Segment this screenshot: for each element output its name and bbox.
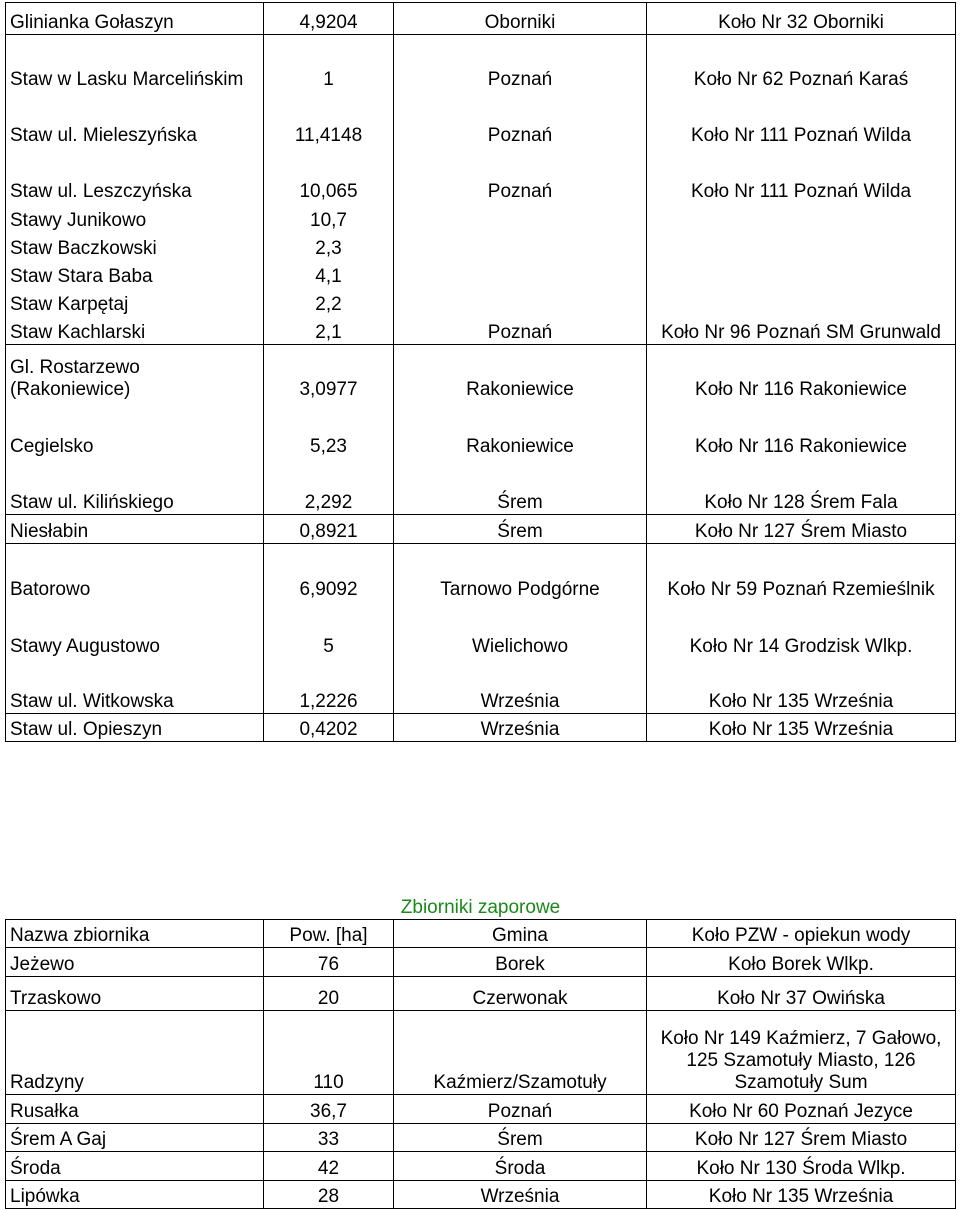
- cell-gmina: Poznań: [394, 203, 647, 345]
- cell-kolo: Koło Nr 37 Owińska: [647, 976, 956, 1010]
- cell-gmina: Rakoniewice: [394, 401, 647, 458]
- cell-name: Gl. Rostarzewo (Rakoniewice): [6, 345, 264, 401]
- cell-area: 2,1: [264, 316, 394, 345]
- cell-gmina: Rakoniewice: [394, 345, 647, 401]
- cell-kolo: Koło Nr 111 Poznań Wilda: [647, 147, 956, 203]
- cell-kolo: Koło Nr 111 Poznań Wilda: [647, 91, 956, 147]
- header-kolo: Koło PZW - opiekun wody: [647, 919, 956, 947]
- table-row: [6, 35, 956, 91]
- cell-gmina: Poznań: [394, 35, 647, 91]
- header-name: Nazwa zbiornika: [6, 919, 264, 947]
- cell-name: Jeżewo: [6, 947, 264, 976]
- table-row: [6, 1123, 956, 1151]
- cell-kolo: Koło Nr 135 Września: [647, 658, 956, 714]
- table-row: [6, 1010, 956, 1094]
- cell-kolo: Koło Nr 96 Poznań SM Grunwald: [647, 203, 956, 345]
- cell-name: Staw Karpętaj: [6, 288, 264, 316]
- table-row: [6, 1180, 956, 1208]
- cell-name: Staw ul. Mieleszyńska: [6, 91, 264, 147]
- table-row: [6, 714, 956, 742]
- cell-kolo: Koło Nr 59 Poznań Rzemieślnik: [647, 544, 956, 601]
- cell-area: 3,0977: [264, 345, 394, 401]
- cell-area: 1,2226: [264, 658, 394, 714]
- table-row: [6, 203, 956, 232]
- cell-name: Trzaskowo: [6, 976, 264, 1010]
- cell-area: 5,23: [264, 401, 394, 458]
- cell-gmina: Poznań: [394, 147, 647, 203]
- cell-kolo: Koło Nr 149 Kaźmierz, 7 Gałowo, 125 Szamotuły Miasto, 126 Szamotuły Sum: [647, 1010, 956, 1094]
- cell-kolo: Koło Borek Wlkp.: [647, 947, 956, 976]
- cell-name: Środa: [6, 1151, 264, 1180]
- cell-kolo: Koło Nr 60 Poznań Jezyce: [647, 1094, 956, 1123]
- cell-name: Radzyny: [6, 1010, 264, 1094]
- cell-area: 0,4202: [264, 714, 394, 742]
- cell-area: 2,3: [264, 232, 394, 260]
- cell-kolo: Koło Nr 127 Śrem Miasto: [647, 515, 956, 544]
- header-gmina: Gmina: [394, 919, 647, 947]
- cell-area: 110: [264, 1010, 394, 1094]
- table-row: [6, 3, 956, 35]
- table-row: [6, 658, 956, 714]
- cell-gmina: Poznań: [394, 91, 647, 147]
- cell-area: 10,7: [264, 203, 394, 232]
- cell-kolo: Koło Nr 130 Środa Wlkp.: [647, 1151, 956, 1180]
- cell-name: Staw ul. Leszczyńska: [6, 147, 264, 203]
- cell-area: 1: [264, 35, 394, 91]
- cell-gmina: Września: [394, 658, 647, 714]
- table-title-row: [6, 889, 956, 919]
- table-title: Zbiorniki zaporowe: [400, 896, 561, 918]
- cell-gmina: Września: [394, 714, 647, 742]
- cell-gmina: Środa: [394, 1151, 647, 1180]
- cell-kolo: Koło Nr 127 Śrem Miasto: [647, 1123, 956, 1151]
- header-area: Pow. [ha]: [264, 919, 394, 947]
- table-row: [6, 947, 956, 976]
- cell-kolo: Koło Nr 14 Grodzisk Wlkp.: [647, 601, 956, 658]
- cell-kolo: Koło Nr 116 Rakoniewice: [647, 345, 956, 401]
- cell-area: 20: [264, 976, 394, 1010]
- dam-reservoir-table: [5, 889, 956, 1209]
- reservoir-table: [5, 2, 956, 742]
- table-row: [6, 515, 956, 544]
- cell-gmina: Czerwonak: [394, 976, 647, 1010]
- table-row: [6, 401, 956, 458]
- cell-kolo: Koło Nr 62 Poznań Karaś: [647, 35, 956, 91]
- cell-name: Staw Baczkowski: [6, 232, 264, 260]
- cell-area: 5: [264, 601, 394, 658]
- cell-area: 4,9204: [264, 3, 394, 35]
- cell-name: Staw ul. Opieszyn: [6, 714, 264, 742]
- table-row: [6, 601, 956, 658]
- table-row: [6, 976, 956, 1010]
- table-header-row: [6, 919, 956, 947]
- cell-gmina: Kaźmierz/Szamotuły: [394, 1010, 647, 1094]
- cell-kolo: Koło Nr 135 Września: [647, 714, 956, 742]
- cell-area: 2,292: [264, 458, 394, 515]
- cell-area: 36,7: [264, 1094, 394, 1123]
- cell-name: Staw w Lasku Marcelińskim: [6, 35, 264, 91]
- cell-area: 6,9092: [264, 544, 394, 601]
- cell-kolo: Koło Nr 116 Rakoniewice: [647, 401, 956, 458]
- cell-kolo: Koło Nr 135 Września: [647, 1180, 956, 1208]
- table-row: [6, 147, 956, 203]
- cell-name: Niesłabin: [6, 515, 264, 544]
- cell-gmina: Śrem: [394, 1123, 647, 1151]
- cell-gmina: Śrem: [394, 458, 647, 515]
- cell-area: 10,065: [264, 147, 394, 203]
- cell-gmina: Śrem: [394, 515, 647, 544]
- cell-area: 33: [264, 1123, 394, 1151]
- cell-name: Glinianka Gołaszyn: [6, 3, 264, 35]
- cell-kolo: Koło Nr 128 Śrem Fala: [647, 458, 956, 515]
- cell-area: 4,1: [264, 260, 394, 288]
- cell-gmina: Poznań: [394, 1094, 647, 1123]
- cell-name: Cegielsko: [6, 401, 264, 458]
- cell-area: 28: [264, 1180, 394, 1208]
- cell-gmina: Borek: [394, 947, 647, 976]
- cell-area: 0,8921: [264, 515, 394, 544]
- cell-name: Batorowo: [6, 544, 264, 601]
- cell-name: Stawy Junikowo: [6, 203, 264, 232]
- cell-name: Stawy Augustowo: [6, 601, 264, 658]
- cell-gmina: Września: [394, 1180, 647, 1208]
- cell-area: 42: [264, 1151, 394, 1180]
- cell-name: Staw ul. Kilińskiego: [6, 458, 264, 515]
- table-row: [6, 1094, 956, 1123]
- table-row: [6, 544, 956, 601]
- cell-name: Rusałka: [6, 1094, 264, 1123]
- table-row: [6, 1151, 956, 1180]
- table-row: [6, 345, 956, 401]
- cell-area: 2,2: [264, 288, 394, 316]
- table-row: [6, 458, 956, 515]
- cell-name: Staw Kachlarski: [6, 316, 264, 345]
- cell-area: 11,4148: [264, 91, 394, 147]
- cell-gmina: Tarnowo Podgórne: [394, 544, 647, 601]
- table-row: [6, 91, 956, 147]
- cell-name: Staw ul. Witkowska: [6, 658, 264, 714]
- cell-gmina: Wielichowo: [394, 601, 647, 658]
- cell-name: Lipówka: [6, 1180, 264, 1208]
- cell-name: Staw Stara Baba: [6, 260, 264, 288]
- cell-area: 76: [264, 947, 394, 976]
- cell-gmina: Oborniki: [394, 3, 647, 35]
- cell-name: Śrem A Gaj: [6, 1123, 264, 1151]
- cell-kolo: Koło Nr 32 Oborniki: [647, 3, 956, 35]
